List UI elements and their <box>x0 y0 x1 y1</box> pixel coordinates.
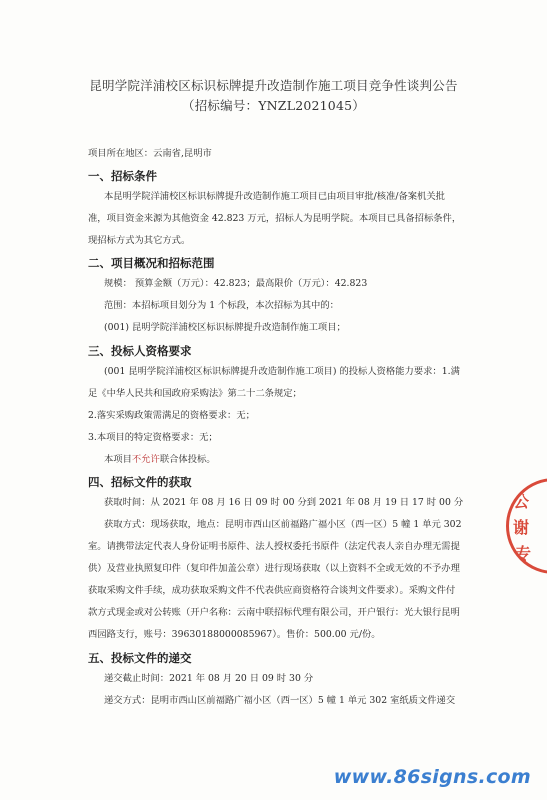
site-watermark: www.86signs.com <box>333 766 531 788</box>
section-heading-2: 二、项目概况和招标范围 <box>88 256 215 270</box>
stamp-char: 公 <box>513 492 530 511</box>
text-run: 联合体投标。 <box>159 454 216 465</box>
paragraph-line: (001 昆明学院洋浦校区标识标牌提升改造制作施工项目) 的投标人资格能力要求：1.满 <box>104 366 460 377</box>
paragraph-line: 规模： 预算金额（万元）：42.823；最高限价（万元）：42.823 <box>104 278 368 289</box>
text-run: 本项目 <box>104 454 132 465</box>
doc-title: 昆明学院洋浦校区标识标牌提升改造制作施工项目竞争性谈判公告 <box>89 78 458 93</box>
paragraph-line: 款方式现金或对公转账（开户名称：云南中联招标代理有限公司，开户银行：光大银行昆明 <box>88 607 460 618</box>
paragraph-line <box>104 454 503 466</box>
red-seal-stamp <box>506 478 547 574</box>
marked-text: 不允许 <box>131 454 160 465</box>
paragraph-line: 递交方式：昆明市西山区前福路广福小区（西一区）5 幢 1 单元 302 室纸质文件递交 <box>104 695 456 706</box>
paragraph-line: 获取采购文件手续，成功获取采购文件不代表供应商资格符合谈判文件要求）。采购文件付 <box>88 585 456 596</box>
paragraph-line: 递交截止时间：2021 年 08 月 20 日 09 时 30 分 <box>104 673 314 684</box>
paragraph-line: 西园路支行，账号：39630188000085967）。售价：500.00 元/份。 <box>88 629 381 640</box>
paragraph-line: 2.落实采购政策需满足的资格要求：无； <box>88 410 255 421</box>
paragraph-line: (001) 昆明学院洋浦校区标识标牌提升改造制作施工项目； <box>104 322 346 333</box>
paragraph-line: 本昆明学院洋浦校区标识标牌提升改造制作施工项目已由项目审批/核准/备案机关批 <box>104 191 445 202</box>
paragraph-line: 足《中华人民共和国政府采购法》第二十二条规定； <box>88 388 302 399</box>
section-heading-4: 四、招标文件的获取 <box>88 475 192 489</box>
paragraph-line: 室。请携带法定代表人身份证明书原件、法人授权委托书原件（法定代表人亲自办理无需提 <box>88 541 460 552</box>
section-heading-1: 一、招标条件 <box>88 169 157 183</box>
doc-tender-number: （招标编号：YNZL2021045） <box>182 98 365 113</box>
section-heading-5: 五、投标文件的递交 <box>88 651 192 665</box>
paragraph-line: 范围：本招标项目划分为 1 个标段，本次招标为其中的： <box>104 300 339 311</box>
paragraph-line: 现招标方式为其它方式。 <box>88 235 191 246</box>
project-location: 项目所在地区：云南省,昆明市 <box>88 148 212 159</box>
paragraph-line: 3.本项目的特定资格要求：无； <box>88 432 218 443</box>
stamp-char: 专 <box>515 544 532 563</box>
paragraph-line: 准，项目资金来源为其他资金 42.823 万元，招标人为昆明学院。本项目已具备招标条件， <box>88 213 462 224</box>
paragraph-line: 获取时间：从 2021 年 08 月 16 日 09 时 00 分到 2021 年 08 月 19 日 17 时 00 分 <box>104 497 464 508</box>
stamp-char: 谢 <box>513 518 530 537</box>
paragraph-line: 获取方式：现场获取，地点：昆明市西山区前福路广福小区（西一区）5 幢 1 单元 302 <box>104 519 462 530</box>
paragraph-line: 供）及营业执照复印件（复印件加盖公章）进行现场获取（以上资料不全或无效的不予办理 <box>88 563 460 574</box>
section-heading-3: 三、投标人资格要求 <box>88 344 192 358</box>
